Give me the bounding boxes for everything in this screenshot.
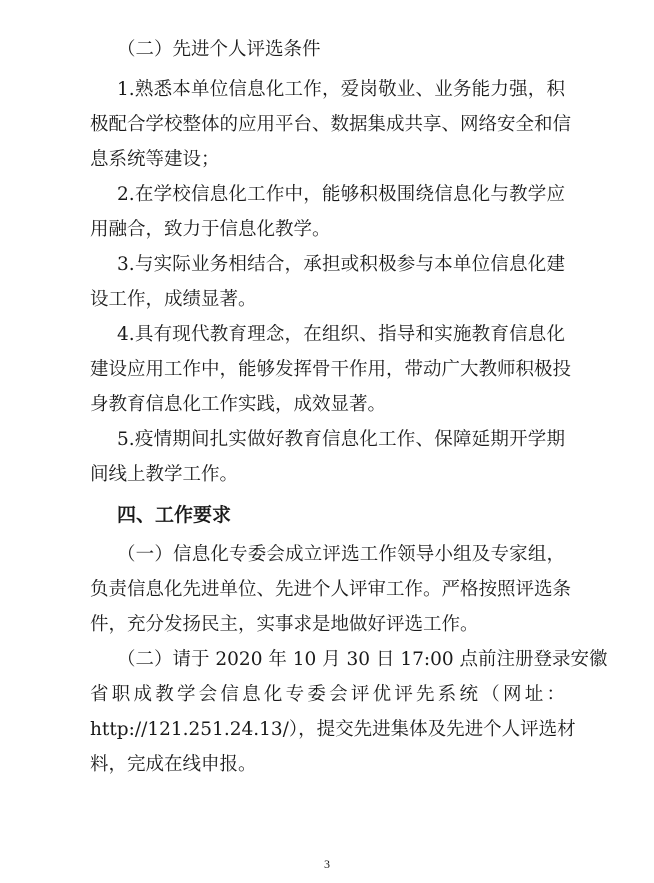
- page-number: 3: [324, 857, 330, 871]
- paragraph-line: 设工作，成绩显著。: [90, 289, 257, 310]
- paragraph-line: 5.疫情期间扎实做好教育信息化工作、保障延期开学期: [117, 429, 565, 450]
- subsection-title-advanced-individual: （二）先进个人评选条件: [117, 39, 321, 60]
- paragraph-line: 息系统等建设；: [90, 149, 220, 170]
- paragraph-line: 负责信息化先进单位、先进个人评审工作。严格按照评选条: [90, 579, 572, 600]
- paragraph-line: 建设应用工作中，能够发挥骨干作用，带动广大教师积极投: [90, 359, 572, 380]
- paragraph-line: 件，充分发扬民主，实事求是地做好评选工作。: [90, 614, 479, 635]
- paragraph-line: 身教育信息化工作实践，成效显著。: [90, 394, 387, 415]
- paragraph-line: 1.熟悉本单位信息化工作，爱岗敬业、业务能力强，积: [117, 79, 565, 100]
- paragraph-line-with-url: http://121.251.24.13/），提交先进集体及先进个人评选材: [90, 719, 576, 740]
- paragraph-line: 料，完成在线申报。: [90, 754, 257, 775]
- paragraph-line: 省职成教学会信息化专委会评优评先系统（网址：: [90, 684, 565, 705]
- paragraph-line: 极配合学校整体的应用平台、数据集成共享、网络安全和信: [90, 114, 572, 135]
- paragraph-line: （二）请于 2020 年 10 月 30 日 17:00 点前注册登录安徽: [117, 649, 608, 670]
- section-heading-work-requirements: 四、工作要求: [117, 504, 232, 526]
- paragraph-line: 用融合，致力于信息化教学。: [90, 219, 331, 240]
- paragraph-line: （一）信息化专委会成立评选工作领导小组及专家组，: [117, 544, 565, 565]
- paragraph-line: 2.在学校信息化工作中，能够积极围绕信息化与教学应: [117, 184, 565, 205]
- paragraph-line: 3.与实际业务相结合，承担或积极参与本单位信息化建: [117, 254, 565, 275]
- paragraph-line: 间线上教学工作。: [90, 464, 239, 485]
- paragraph-line: 4.具有现代教育理念，在组织、指导和实施教育信息化: [117, 324, 565, 345]
